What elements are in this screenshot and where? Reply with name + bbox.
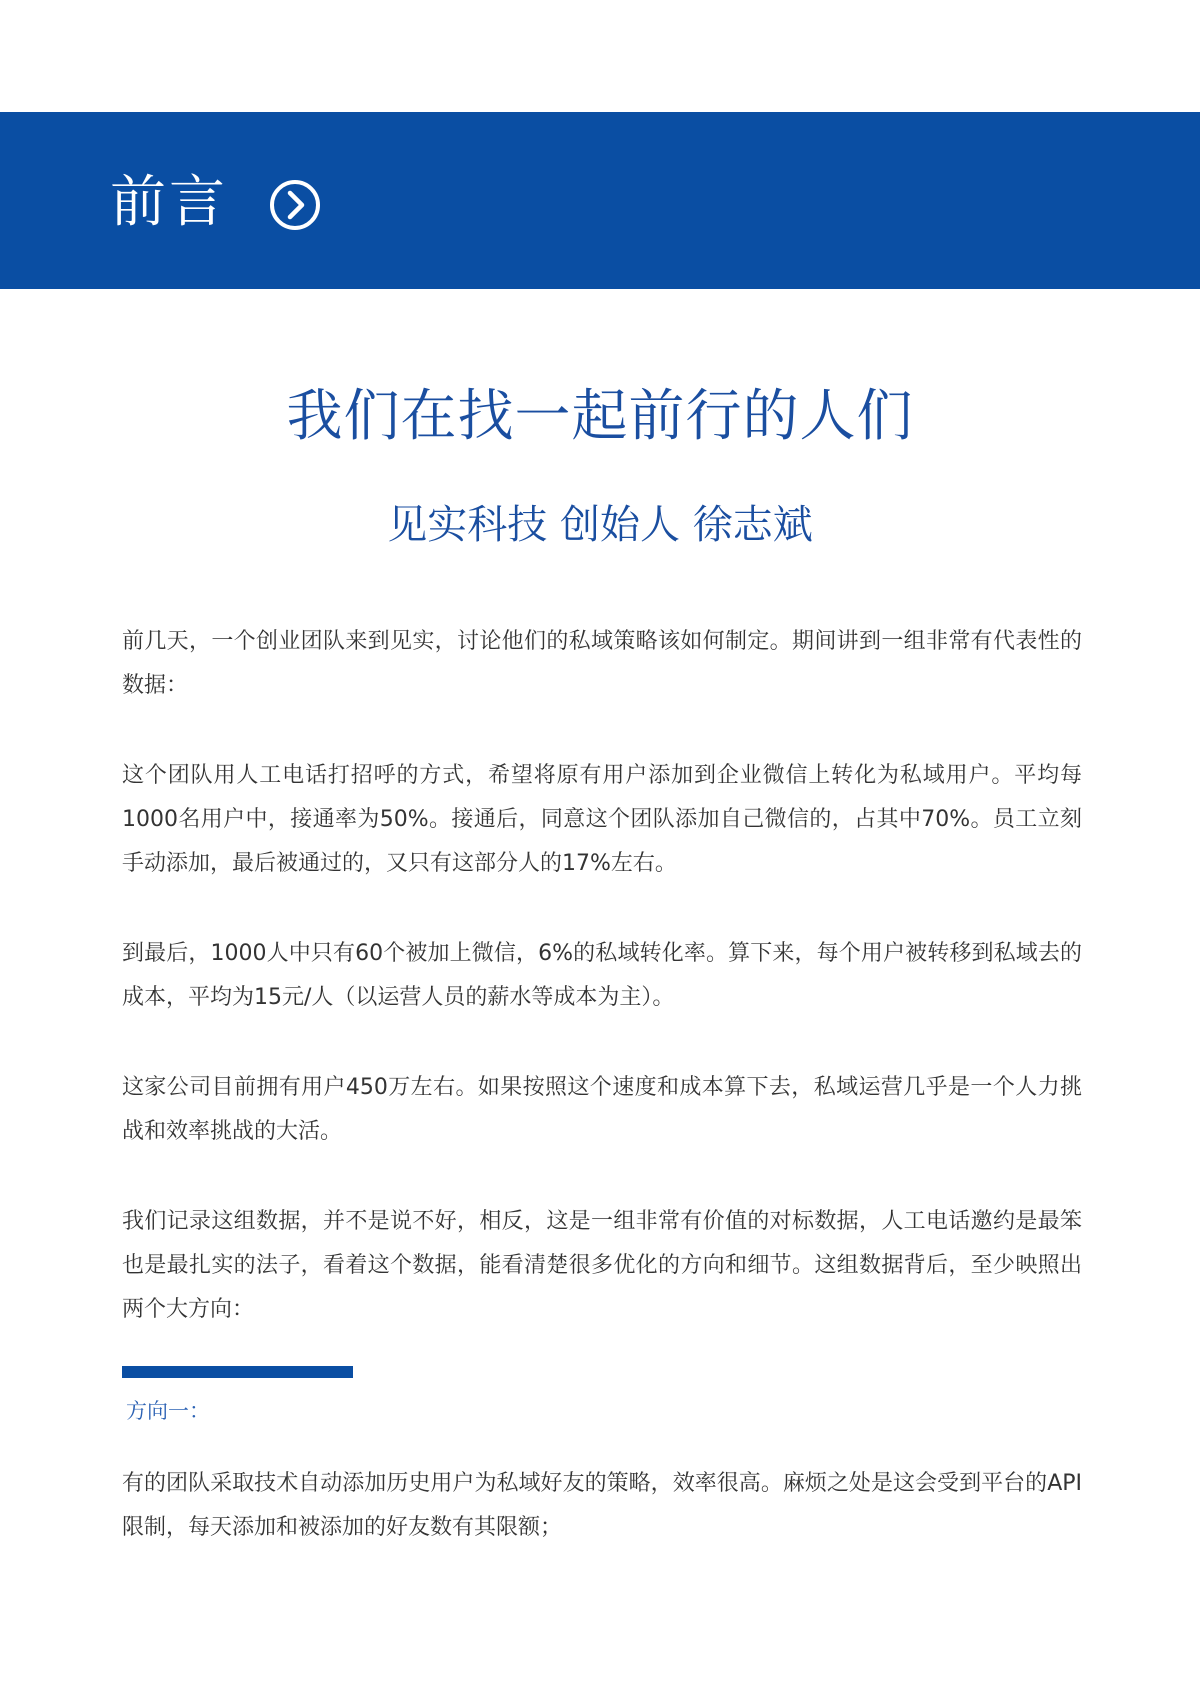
header-banner — [0, 112, 1200, 289]
paragraph: 这个团队用人工电话打招呼的方式，希望将原有用户添加到企业微信上转化为私域用户。平均每1000名用户中，接通率为50%。接通后，同意这个团队添加自己微信的，占其中70%。员工立刻手动添加，最后被通过的，又只有这部分人的17%左右。 — [122, 763, 1082, 876]
article-subtitle: 见实科技 创始人 徐志斌 — [387, 502, 813, 548]
paragraph: 这家公司目前拥有用户450万左右。如果按照这个速度和成本算下去，私域运营几乎是一个人力挑战和效率挑战的大活。 — [122, 1075, 1082, 1144]
paragraph: 有的团队采取技术自动添加历史用户为私域好友的策略，效率很高。麻烦之处是这会受到平台的API限制，每天添加和被添加的好友数有其限额； — [122, 1471, 1082, 1540]
section-title: 前言 — [110, 170, 228, 235]
direction-label: 方向一： — [126, 1399, 210, 1423]
paragraph: 到最后，1000人中只有60个被加上微信，6%的私域转化率。算下来，每个用户被转移到私域去的成本，平均为15元/人（以运营人员的薪水等成本为主）。 — [122, 941, 1082, 1010]
article-title: 我们在找一起前行的人们 — [286, 384, 914, 449]
chevron-right-circle-icon — [268, 178, 322, 232]
paragraph: 前几天，一个创业团队来到见实，讨论他们的私域策略该如何制定。期间讲到一组非常有代表性的数据： — [122, 629, 1082, 698]
paragraph: 我们记录这组数据，并不是说不好，相反，这是一组非常有价值的对标数据，人工电话邀约是最笨也是最扎实的法子，看着这个数据，能看清楚很多优化的方向和细节。这组数据背后，至少映照出两个大方向： — [122, 1209, 1082, 1322]
section-divider-bar — [122, 1366, 353, 1378]
